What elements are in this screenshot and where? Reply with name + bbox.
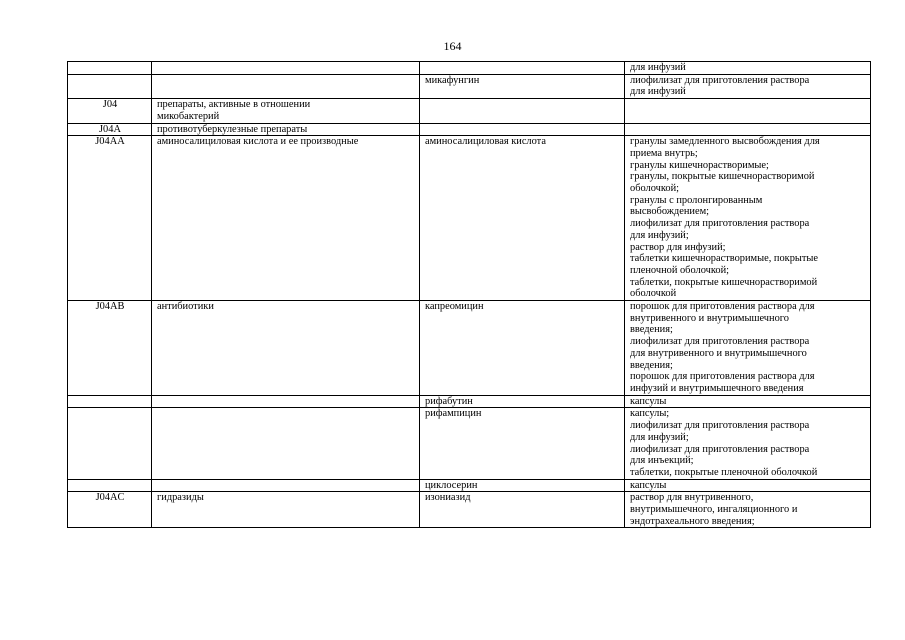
table-row xyxy=(68,99,871,123)
table-body xyxy=(68,62,871,528)
cell-text-line: введения; xyxy=(630,324,673,336)
dosage-forms-cell xyxy=(625,395,871,408)
cell-text-line: оболочкой xyxy=(630,288,677,300)
atc-code-cell xyxy=(68,136,152,301)
dosage-forms-cell xyxy=(625,136,871,301)
group-name-cell xyxy=(152,136,420,301)
atc-code-cell xyxy=(68,74,152,98)
cell-text-line: лиофилизат для приготовления раствора xyxy=(630,74,810,86)
cell-text-line: высвобождением; xyxy=(630,206,710,218)
drug-table xyxy=(67,61,871,528)
cell-text-line: аминосалициловая кислота xyxy=(425,136,546,148)
cell-text-line: лиофилизат для приготовления раствора xyxy=(630,443,810,455)
cell-text-line xyxy=(73,75,147,87)
cell-text-line: гидразиды xyxy=(157,492,204,504)
group-name-cell xyxy=(152,74,420,98)
page-number: 164 xyxy=(443,39,462,53)
cell-text-line xyxy=(73,396,147,408)
cell-text-line: порошок для приготовления раствора для xyxy=(630,371,815,383)
cell-text-line: J04 xyxy=(102,99,118,111)
cell-text-line: капсулы; xyxy=(630,408,670,420)
drug-name-cell xyxy=(420,123,625,136)
cell-text-line: гранулы замедленного высвобождения для xyxy=(630,136,820,148)
atc-code-cell xyxy=(68,479,152,492)
cell-text-line: лиофилизат для приготовления раствора xyxy=(630,218,810,230)
cell-text-line: введения; xyxy=(630,359,673,371)
drug-name-cell xyxy=(420,479,625,492)
dosage-forms-cell xyxy=(625,479,871,492)
cell-text-line: раствор для внутривенного, xyxy=(630,492,754,504)
atc-code-cell xyxy=(68,123,152,136)
cell-text-line: капсулы xyxy=(630,479,667,491)
cell-text-line xyxy=(73,62,147,74)
cell-text-line: приема внутрь; xyxy=(630,147,698,159)
cell-text-line: внутривенного и внутримышечного xyxy=(630,312,789,324)
cell-text-line: порошок для приготовления раствора для xyxy=(630,301,815,313)
cell-text-line: J04AA xyxy=(95,136,125,148)
group-name-cell xyxy=(152,123,420,136)
dosage-forms-cell xyxy=(625,301,871,396)
table-row xyxy=(68,74,871,98)
table-row xyxy=(68,492,871,528)
dosage-forms-cell xyxy=(625,62,871,75)
group-name-cell xyxy=(152,492,420,528)
cell-text-line xyxy=(73,408,147,420)
cell-text-line: микобактерий xyxy=(157,110,220,122)
drug-name-cell xyxy=(420,136,625,301)
drug-name-cell xyxy=(420,408,625,479)
cell-text-line: микафунгин xyxy=(425,74,480,86)
cell-text-line: J04A xyxy=(99,123,121,135)
cell-text-line: инфузий и внутримышечного введения xyxy=(630,382,804,394)
cell-text-line: гранулы, покрытые кишечнорастворимой xyxy=(630,171,815,183)
cell-text-line: для инфузий; xyxy=(630,229,689,241)
cell-text-line: рифампицин xyxy=(425,408,482,420)
atc-code-cell xyxy=(68,408,152,479)
table-row xyxy=(68,301,871,396)
cell-text-line: антибиотики xyxy=(157,301,214,313)
drug-name-cell xyxy=(420,395,625,408)
cell-text-line: рифабутин xyxy=(425,395,473,407)
atc-code-cell xyxy=(68,395,152,408)
cell-text-line: для инфузий xyxy=(630,62,686,73)
cell-text-line: для внутривенного и внутримышечного xyxy=(630,347,807,359)
cell-text-line: лиофилизат для приготовления раствора xyxy=(630,336,810,348)
cell-text-line: капсулы xyxy=(630,395,667,407)
group-name-cell xyxy=(152,408,420,479)
cell-text-line: раствор для инфузий; xyxy=(630,241,726,253)
atc-code-cell xyxy=(68,99,152,123)
atc-code-cell xyxy=(68,492,152,528)
table-row xyxy=(68,136,871,301)
cell-text-line: оболочкой; xyxy=(630,183,680,195)
dosage-forms-cell xyxy=(625,74,871,98)
cell-text-line: таблетки, покрытые кишечнорастворимой xyxy=(630,276,818,288)
drug-name-cell xyxy=(420,62,625,75)
table-row xyxy=(68,123,871,136)
cell-text-line: гранулы кишечнорастворимые; xyxy=(630,159,769,171)
cell-text-line: противотуберкулезные препараты xyxy=(157,123,308,135)
table-row xyxy=(68,395,871,408)
group-name-cell xyxy=(152,395,420,408)
cell-text-line: эндотрахеального введения; xyxy=(630,515,755,527)
cell-text-line: циклосерин xyxy=(425,479,478,491)
cell-text-line: препараты, активные в отношении xyxy=(157,99,311,111)
atc-code-cell xyxy=(68,301,152,396)
table-row xyxy=(68,479,871,492)
cell-text-line: J04AB xyxy=(95,301,125,313)
cell-text-line: аминосалициловая кислота и ее производные xyxy=(157,136,359,148)
drug-name-cell xyxy=(420,492,625,528)
dosage-forms-cell xyxy=(625,492,871,528)
drug-name-cell xyxy=(420,74,625,98)
cell-text-line: капреомицин xyxy=(425,301,484,313)
atc-code-cell xyxy=(68,62,152,75)
cell-text-line: пленочной оболочкой; xyxy=(630,264,730,276)
dosage-forms-cell xyxy=(625,99,871,123)
cell-text-line: изониазид xyxy=(425,492,471,504)
dosage-forms-cell xyxy=(625,123,871,136)
drug-name-cell xyxy=(420,301,625,396)
group-name-cell xyxy=(152,301,420,396)
cell-text-line: внутримышечного, ингаляционного и xyxy=(630,504,798,516)
group-name-cell xyxy=(152,479,420,492)
cell-text-line: гранулы с пролонгированным xyxy=(630,194,763,206)
cell-text-line: лиофилизат для приготовления раствора xyxy=(630,420,810,432)
cell-text-line: для инфузий xyxy=(630,86,686,98)
drug-name-cell xyxy=(420,99,625,123)
cell-text-line: для инфузий; xyxy=(630,431,689,443)
cell-text-line: J04AC xyxy=(95,492,125,504)
cell-text-line: таблетки, покрытые пленочной оболочкой xyxy=(630,466,818,478)
table-row xyxy=(68,62,871,75)
group-name-cell xyxy=(152,62,420,75)
cell-text-line xyxy=(73,480,147,492)
table-row xyxy=(68,408,871,479)
cell-text-line: для инъекций; xyxy=(630,455,694,467)
cell-text-line: таблетки кишечнорастворимые, покрытые xyxy=(630,253,819,265)
dosage-forms-cell xyxy=(625,408,871,479)
group-name-cell xyxy=(152,99,420,123)
